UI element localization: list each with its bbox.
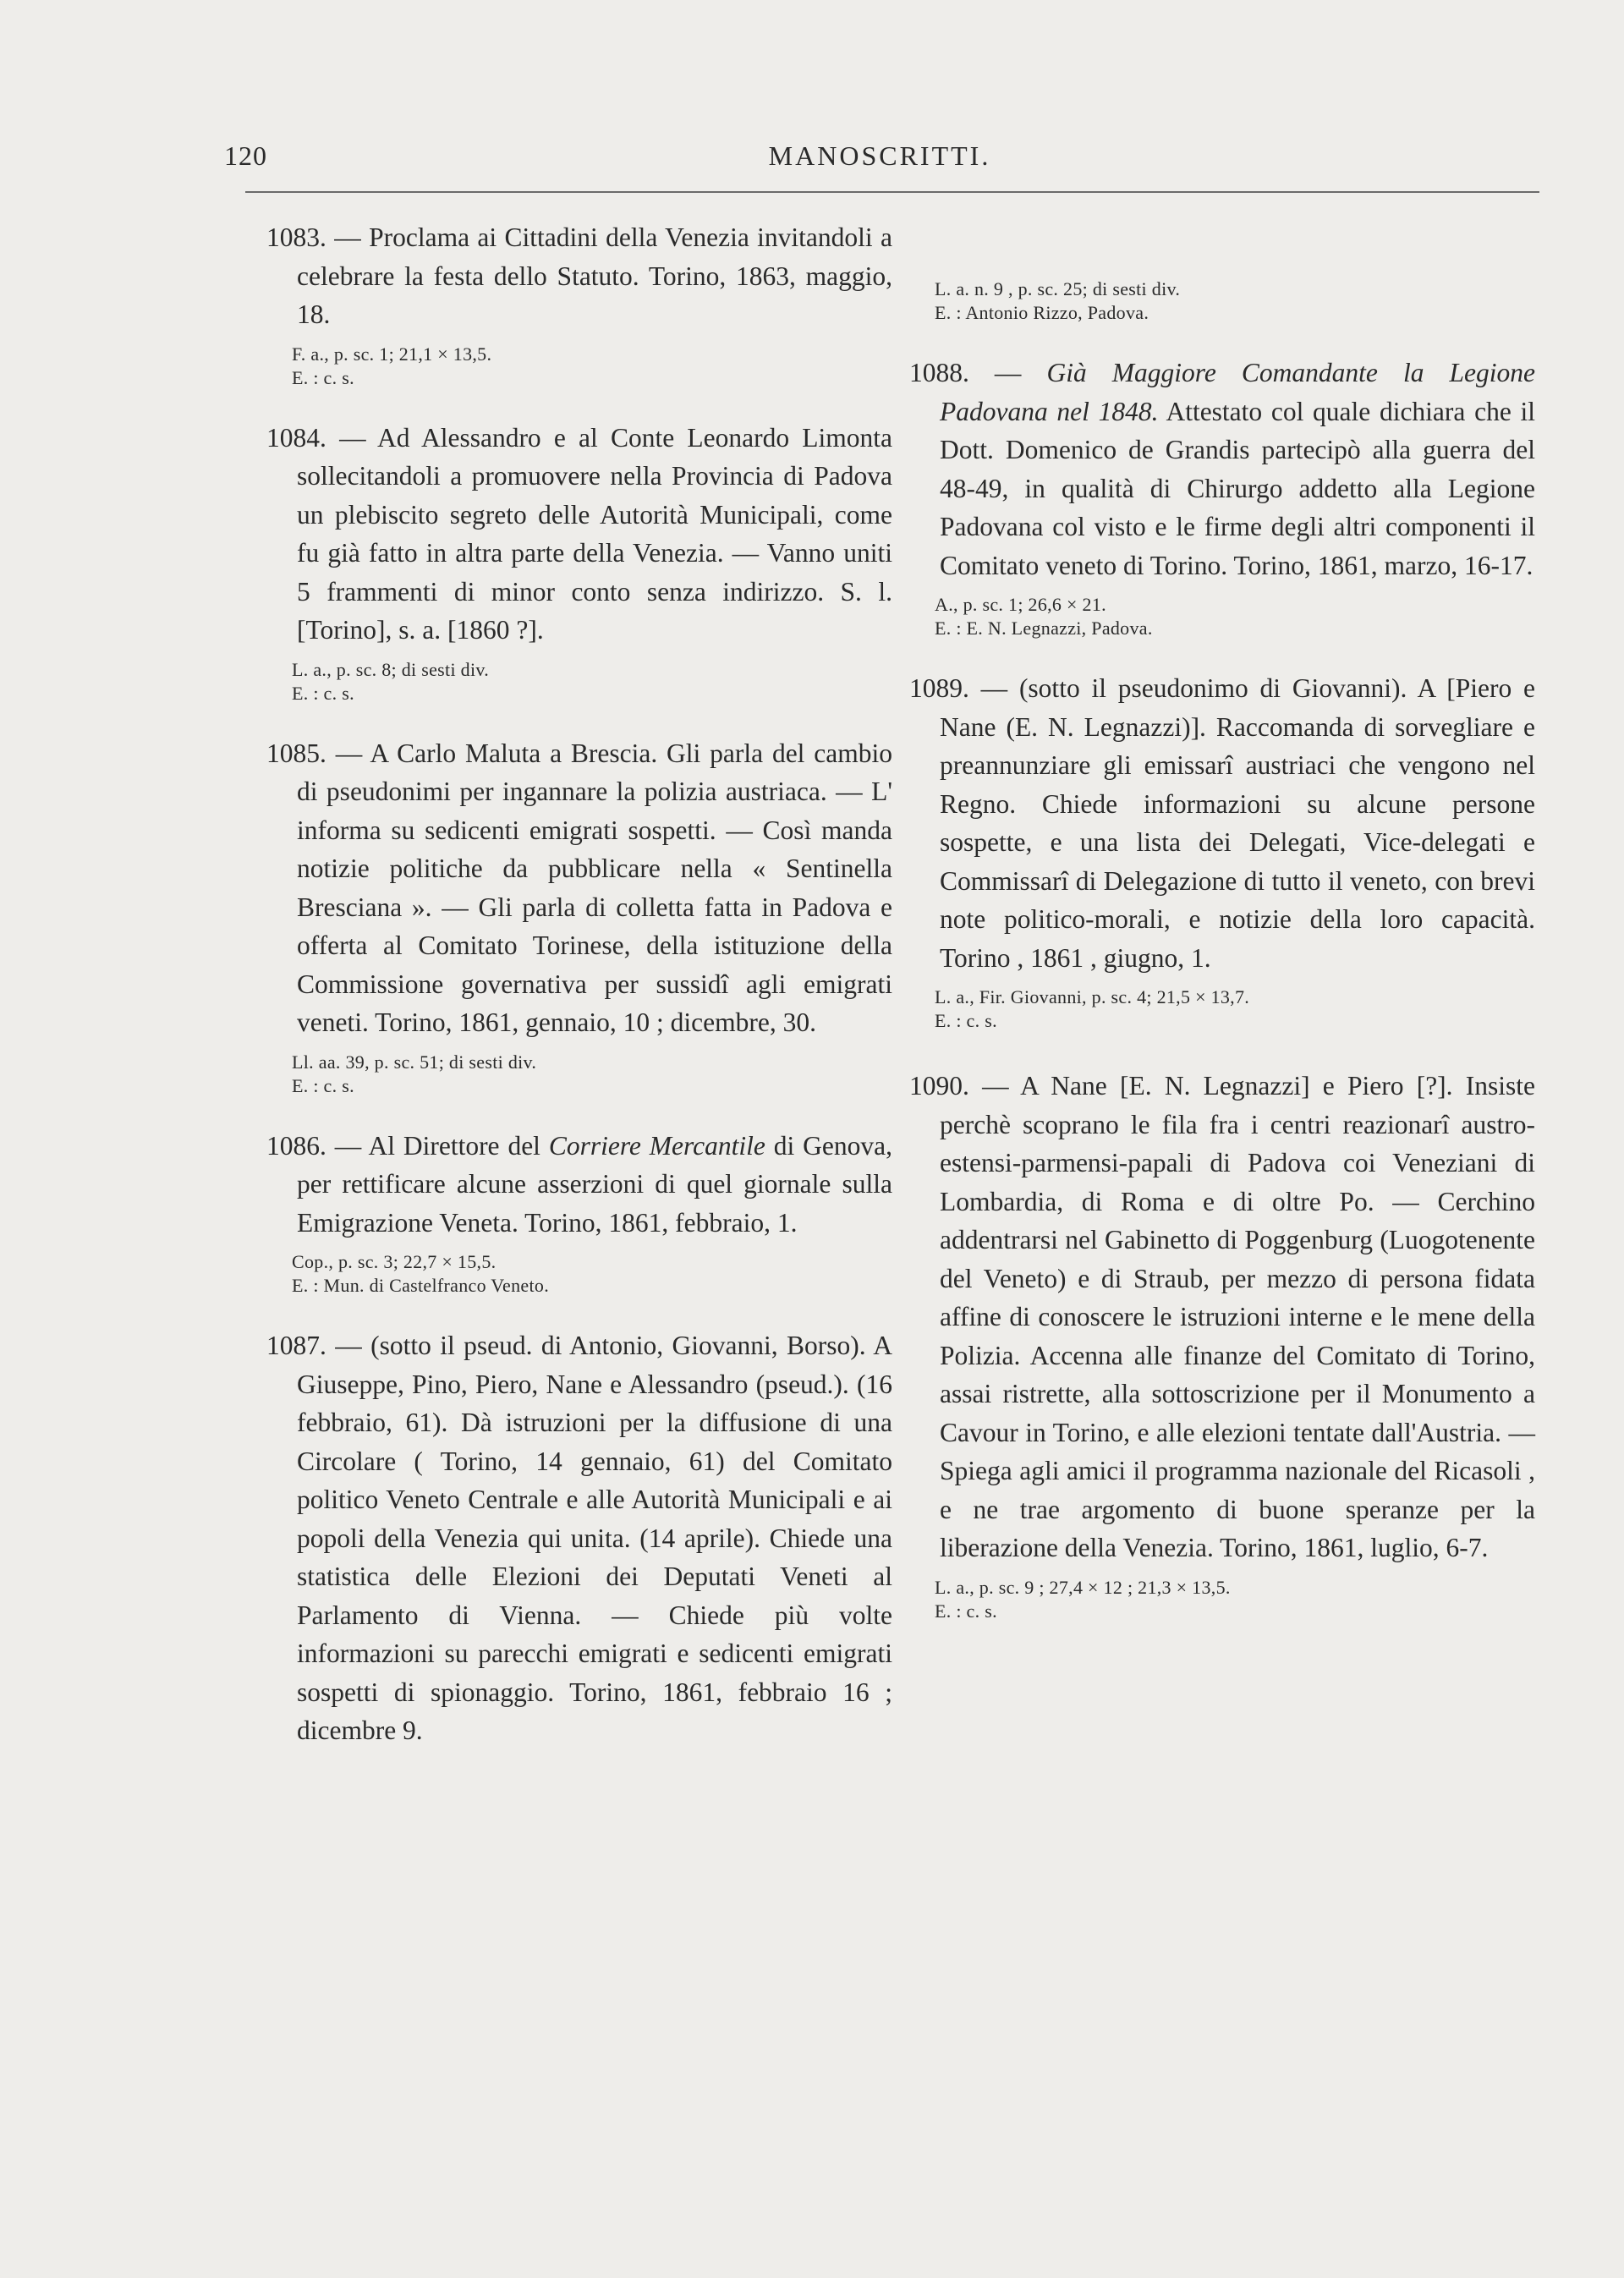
entry-1089 xyxy=(909,669,1535,1033)
entry-note: Cop., p. sc. 3; 22,7 × 15,5. xyxy=(292,1251,497,1272)
entry-text xyxy=(909,354,1535,585)
entry-text: 1090. — A Nane [E. N. Legnazzi] e Piero [?]. Insiste perchè scoprano le fila fra i centri reazionarî austro-estensi-parmensi-papali di Padova coi Veneziani di Lombardia, di Roma e di oltre Po. — Cerchino addentrarsi nel Gabinetto di Poggenburg (Luogotenente del Veneto) e di Straub, per mezzo di persona fidata affine di conoscere le istruzioni interne e le mene della Polizia. Accenna alle finanze del Comitato di Torino, assai ristrette, alla sottoscrizione per il Monumento a Cavour in Torino, e alle elezioni tentate dall'Austria. — Spiega agli amici il programma nazionale del Ricasoli , e ne trae argomento di buone speranze per la liberazione della Venezia. Torino, 1861, luglio, 6-7. xyxy=(909,1071,1535,1562)
entry-text: 1089. — (sotto il pseudonimo di Giovanni). A [Piero e Nane (E. N. Legnazzi)]. Raccomanda di sorvegliare e preannunziare gli emissarî austriaci che vengono nel Regno. Chiede informazioni su alcune persone sospette, e una lista dei Delegati, Vice-delegati e Commissarî di Delegazione di tutto il veneto, con brevi note politico-morali, e notizie della loro capacità. Torino , 1861 , giugno, 1. xyxy=(909,673,1535,973)
page-number: 120 xyxy=(224,140,267,171)
entry-note: E. : c. s. xyxy=(935,1600,997,1622)
entry-note: E. : c. s. xyxy=(292,366,354,388)
entry-text: 1084. — Ad Alessandro e al Conte Leonardo Limonta sollecitandoli a promuovere nella Provincia di Padova un plebiscito segreto delle Autorità Municipali, come fu già fatto in altra parte della Venezia. — Vanno uniti 5 frammenti di minor conto senza indirizzo. S. l. [Torino], s. a. [1860 ?]. xyxy=(266,422,892,645)
entry-note: L. a., Fir. Giovanni, p. sc. 4; 21,5 × 13,7. xyxy=(935,986,1250,1007)
right-column xyxy=(909,218,1535,1649)
entry-note: E. : c. s. xyxy=(292,682,354,704)
entry-note: L. a. n. 9 , p. sc. 25; di sesti div. xyxy=(935,278,1181,299)
entry-note: L. a., p. sc. 8; di sesti div. xyxy=(292,658,490,680)
italic-heading: Già Maggiore Comandante la Legione Padovana nel 1848. xyxy=(940,358,1535,426)
entry-text: 1083. — Proclama ai Cittadini della Venezia invitandoli a celebrare la festa dello Statuto. Torino, 1863, maggio, 18. xyxy=(266,222,892,329)
entry-text-start: 1088. — xyxy=(909,358,1047,387)
left-column xyxy=(266,218,892,1776)
entry-text-rest: Attestato col quale dichiara che il Dott. Domenico de Grandis partecipò alla guerra del 48-49, in qualità di Chirurgo addetto alla Legione Padovana col visto e le firme degli altri componenti il Comitato veneto di Torino. Torino, 1861, marzo, 16-17. xyxy=(940,396,1535,580)
entry-1090 xyxy=(909,1067,1535,1623)
entry-1084 xyxy=(266,419,892,705)
entry-note: E. : c. s. xyxy=(292,1074,354,1096)
page-header xyxy=(224,140,1535,183)
entry-text: 1087. — (sotto il pseud. di Antonio, Giovanni, Borso). A Giuseppe, Pino, Piero, Nane e Alessandro (pseud.). (16 febbraio, 61). Dà istruzioni per la diffusione di una Circolare ( Torino, 14 gennaio, 61) del Comitato politico Veneto Centrale e alle Autorità Municipali e ai popoli della Venezia qui unita. (14 aprile). Chiede una statistica delle Elezioni dei Deputati Veneti al Parlamento di Vienna. — Chiede più volte informazioni su parecchi emigrati e sedicenti emigrati sospetti di spionaggio. Torino, 1861, febbraio 16 ; dicembre 9. xyxy=(266,1331,892,1745)
entry-1087 xyxy=(266,1326,892,1750)
header-rule xyxy=(245,191,1539,193)
running-title: MANOSCRITTI. xyxy=(768,140,991,171)
entry-note: E. : Mun. di Castelfranco Veneto. xyxy=(292,1275,549,1296)
entry-1083 xyxy=(266,218,892,390)
entry-note: E. : c. s. xyxy=(935,1010,997,1031)
entry-1088 xyxy=(909,354,1535,640)
entry-text: 1085. — A Carlo Maluta a Brescia. Gli parla del cambio di pseudonimi per ingannare la polizia austriaca. — L' informa su sedicenti emigrati sospetti. — Così manda notizie politiche da pubblicare nella « Sentinella Bresciana ». — Gli parla di colletta fatta in Padova e offerta al Comitato Torinese, della istituzione della Commissione governativa per sussidî agli emigrati veneti. Torino, 1861, gennaio, 10 ; dicembre, 30. xyxy=(266,738,892,1037)
entry-1087-notes xyxy=(909,277,1535,325)
entry-note: F. a., p. sc. 1; 21,1 × 13,5. xyxy=(292,343,492,365)
entry-note: E. : Antonio Rizzo, Padova. xyxy=(935,302,1149,323)
entry-text-rest: di Genova, per rettificare alcune asserzioni di quel giornale sulla Emigrazione Veneta. Torino, 1861, febbraio, 1. xyxy=(297,1130,892,1238)
newspaper-title: Corriere Mercantile xyxy=(548,1130,765,1161)
entry-1085 xyxy=(266,734,892,1098)
entry-note: Ll. aa. 39, p. sc. 51; di sesti div. xyxy=(292,1051,537,1073)
entry-text xyxy=(266,1127,892,1243)
entry-note: A., p. sc. 1; 26,6 × 21. xyxy=(935,594,1106,615)
entry-note: L. a., p. sc. 9 ; 27,4 × 12 ; 21,3 × 13,5. xyxy=(935,1576,1231,1598)
entry-1086 xyxy=(266,1127,892,1298)
entry-text-start: 1086. — Al Direttore del xyxy=(266,1130,549,1161)
entry-note: E. : E. N. Legnazzi, Padova. xyxy=(935,618,1153,639)
